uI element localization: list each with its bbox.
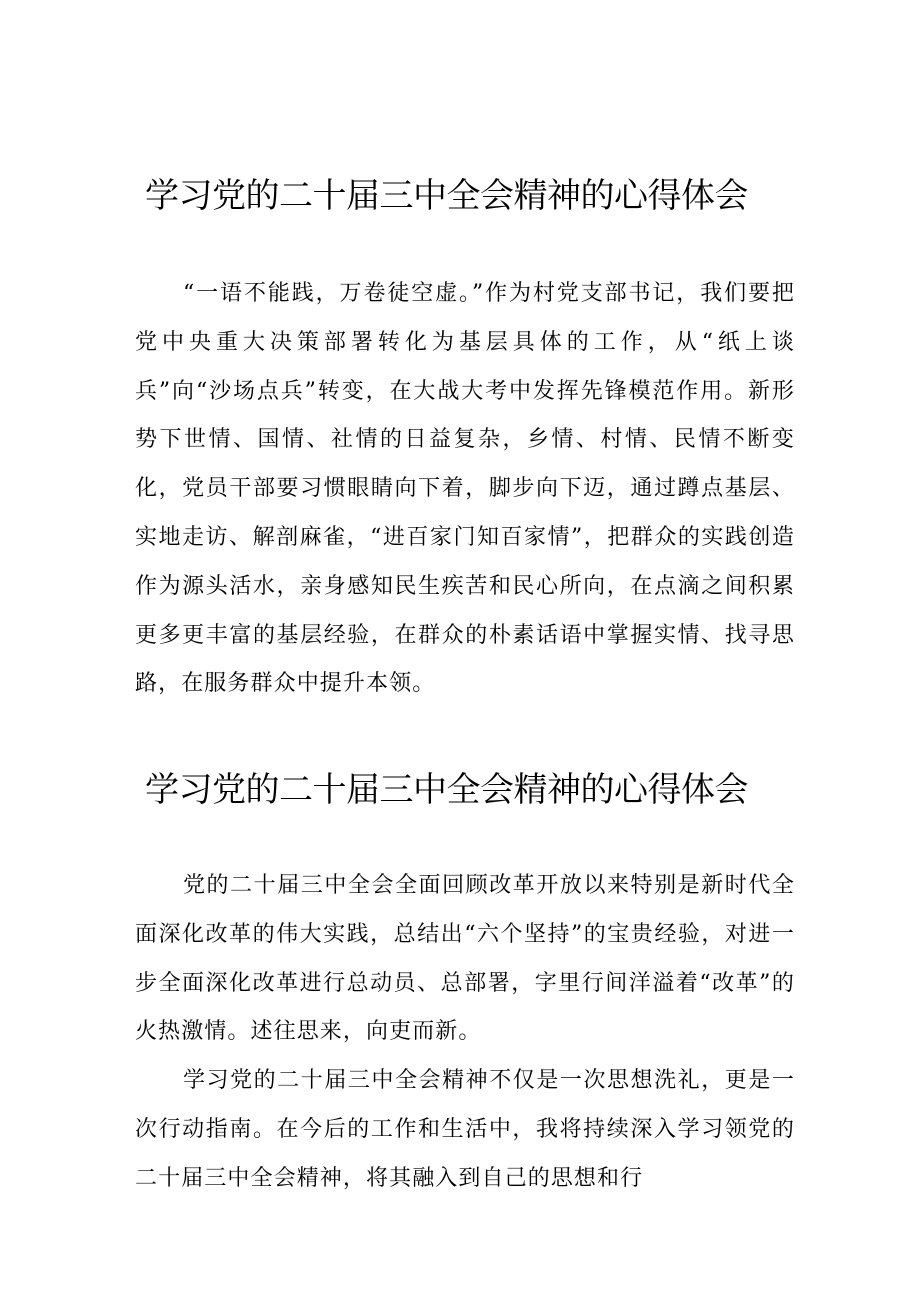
section-2-paragraph-1: 党的二十届三中全会全面回顾改革开放以来特别是新时代全面深化改革的伟大实践，总结出“六个坚持”的宝贵经验，对进一步全面深化改革进行总动员、总部署，字里行间洋溢着“改革”的火热激情。述往思来，向吏而新。 [135, 873, 795, 1045]
section-2-body [135, 862, 795, 1204]
section-1-title: 学习党的二十届三中全会精神的心得体会 [145, 177, 748, 215]
section-1-body [135, 270, 795, 709]
section-2-title: 学习党的二十届三中全会精神的心得体会 [145, 771, 748, 809]
article-section-1 [0, 170, 920, 709]
section-1-paragraph-1: “一语不能践，万卷徒空虚。”作为村党支部书记，我们要把党中央重大决策部署转化为基层具体的工作，从“纸上谈兵”向“沙场点兵”转变，在大战大考中发挥先锋模范作用。新形势下世情、国情、社情的日益复杂，乡情、村情、民情不断变化，党员干部要习惯眼睛向下着，脚步向下迈，通过蹲点基层、实地走访、解剖麻雀，“进百家门知百家情”，把群众的实践创造作为源头活水，亲身感知民生疾苦和民心所向，在点滴之间积累更多更丰富的基层经验，在群众的朴素话语中掌握实情、找寻思路，在服务群众中提升本领。 [135, 281, 795, 697]
article-section-2 [0, 764, 920, 1204]
section-2-paragraph-2: 学习党的二十届三中全会精神不仅是一次思想洗礼，更是一次行动指南。在今后的工作和生活中，我将持续深入学习领党的二十届三中全会精神，将其融入到自己的思想和行 [135, 1068, 795, 1191]
